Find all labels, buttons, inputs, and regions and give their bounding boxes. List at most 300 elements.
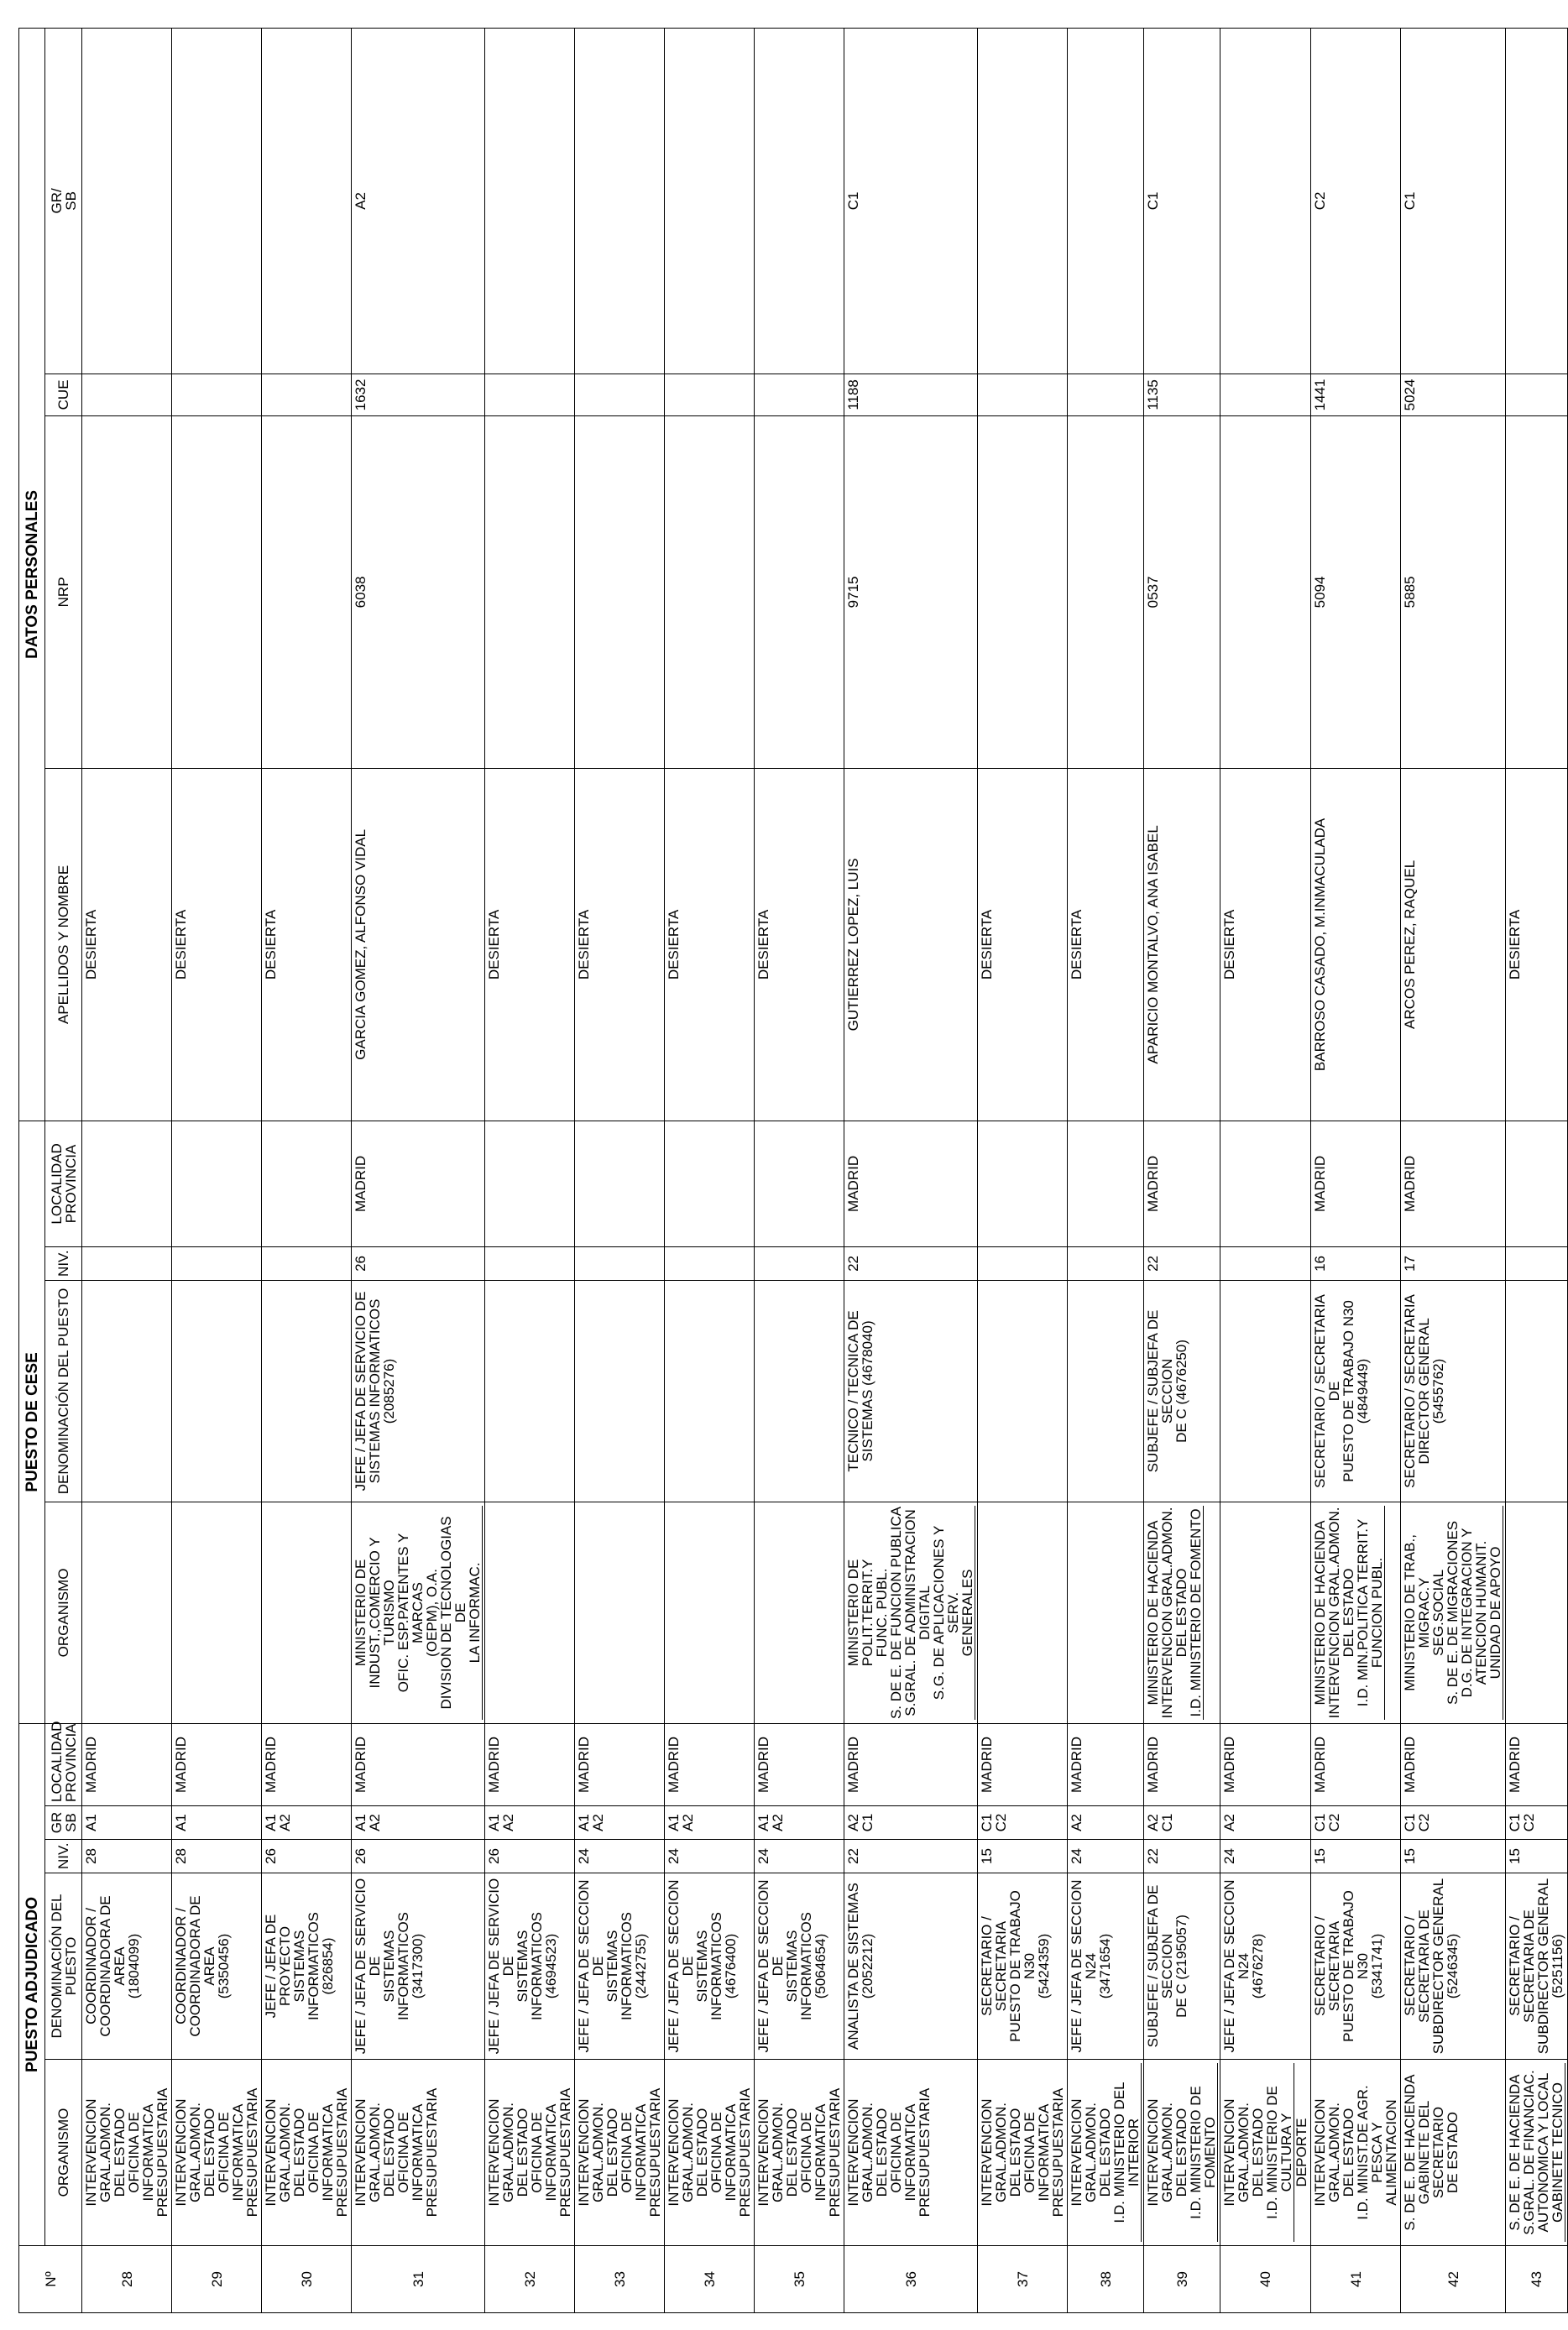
grupo-cell-line: A2 (680, 1814, 696, 1831)
organismo-cell-line: INTERVENCION GRAL.ADMON. (1312, 2098, 1342, 2207)
nivel-cell-line: 24 (576, 1848, 592, 1864)
table-row (262, 28, 352, 2312)
grsb-cell-line: C1 (845, 191, 861, 211)
cese-nivel-cell (82, 1246, 172, 1280)
cue-cell (844, 374, 978, 415)
denominacion-cell-line: (4676400) (723, 1933, 739, 1999)
organismo-cell (1144, 2060, 1220, 2246)
denominacion-cell (1220, 1873, 1311, 2060)
grsb-cell (1401, 28, 1506, 374)
nivel-cell-line: 24 (755, 1848, 771, 1864)
organismo-cell-line: INTERVENCION GRAL.ADMON. (1145, 2098, 1175, 2207)
organismo-cell-line: INTERVENCION GRAL.ADMON. (353, 2098, 383, 2207)
cese-nivel-cell (262, 1246, 352, 1280)
denominacion-cell-line: PUESTO DE TRABAJO N30 (1007, 1890, 1037, 2042)
organismo-cell-line: DEL ESTADO (1341, 2108, 1356, 2197)
localidad-cell (1144, 1723, 1220, 1805)
grupo-cell-line: A2 (1145, 1814, 1161, 1831)
organismo-cell-line: PRESUPUESTARIA (244, 2087, 260, 2218)
nrp-cell (844, 415, 978, 768)
cese-organismo-cell (1220, 1502, 1311, 1723)
nivel-cell-line: 24 (1221, 1848, 1237, 1864)
cese-organismo-cell-line: GENERALES (960, 1506, 975, 1720)
cese-localidad-cell (485, 1121, 575, 1246)
organismo-cell-line: INTERVENCION GRAL.ADMON. (755, 2098, 786, 2207)
grsb-cell (1506, 28, 1568, 374)
cese-nivel-cell (755, 1246, 844, 1280)
grupo-cell-line: C1 (1312, 1813, 1328, 1832)
cese-organismo-cell-line: MINISTERIO DE TRAB., MIGRAC.Y (1402, 1534, 1432, 1691)
header-cese-denominacion: DENOMINACIÓN DEL PUESTO (45, 1280, 82, 1502)
denominacion-cell-line: COORDINADORA DE AREA (187, 1895, 217, 2037)
localidad-cell (575, 1723, 665, 1805)
localidad-cell (485, 1723, 575, 1805)
cese-organismo-cell-line: I.D. MIN.POLITICA TERRIT.Y (1355, 1518, 1371, 1707)
nivel-cell-line: 26 (353, 1848, 368, 1864)
apellidos-nombre-cell-line: DESIERTA (576, 909, 592, 980)
row-number (1068, 2246, 1144, 2313)
grupo-cell-line: A2 (1221, 1814, 1237, 1831)
nrp-cell (1068, 415, 1144, 768)
apellidos-nombre-cell-line: DESIERTA (263, 909, 279, 980)
cese-denominacion-cell-line: DE C (4676250) (1173, 1340, 1189, 1443)
denominacion-cell (665, 1873, 755, 2060)
cese-nivel-cell (1311, 1246, 1401, 1280)
denominacion-cell-line: (3417300) (410, 1933, 426, 1999)
denominacion-cell-line: COORDINADOR / (173, 1908, 189, 2024)
nrp-cell (575, 415, 665, 768)
cese-organismo-cell-line: MINISTERIO DE (353, 1559, 368, 1667)
grupo-cell-line: A2 (770, 1814, 786, 1831)
organismo-cell-line: PRESUPUESTARIA (557, 2087, 573, 2218)
nrp-cell (1506, 415, 1568, 768)
localidad-cell (844, 1723, 978, 1805)
cese-localidad-cell-line: MADRID (353, 1155, 368, 1212)
nivel-cell (1068, 1840, 1144, 1873)
apellidos-nombre-cell-line: GARCIA GOMEZ, ALFONSO VIDAL (353, 828, 368, 1060)
cese-organismo-cell-line: ATENCION HUMANIT. (1473, 1540, 1489, 1685)
cese-localidad-cell-line: MADRID (1402, 1155, 1418, 1212)
cue-cell (665, 374, 755, 415)
header-cese-organismo: ORGANISMO (45, 1502, 82, 1723)
row-number (665, 2246, 755, 2313)
cese-nivel-cell (575, 1246, 665, 1280)
cese-localidad-cell (1220, 1121, 1311, 1246)
cese-organismo-cell (172, 1502, 262, 1723)
grupo-cell (978, 1806, 1068, 1840)
apellidos-nombre-cell (1506, 768, 1568, 1121)
denominacion-cell-line: SISTEMAS INFORMATICOS (381, 1911, 411, 2021)
denominacion-cell-line: JEFE / JEFA DE SERVICIO DE (486, 1878, 516, 2055)
row-number-line: 42 (1445, 2271, 1461, 2287)
cue-cell (575, 374, 665, 415)
nivel-cell (755, 1840, 844, 1873)
apellidos-nombre-cell-line: DESIERTA (83, 909, 99, 980)
cese-denominacion-cell (485, 1280, 575, 1502)
row-number-line: 43 (1529, 2271, 1544, 2287)
localidad-cell-line: MADRID (979, 1736, 995, 1793)
nrp-cell (1144, 415, 1220, 768)
nivel-cell-line: 28 (173, 1848, 189, 1864)
denominacion-cell (575, 1873, 665, 2060)
cue-cell (978, 374, 1068, 415)
apellidos-nombre-cell (262, 768, 352, 1121)
cese-organismo-cell (1311, 1502, 1401, 1723)
denominacion-cell (978, 1873, 1068, 2060)
denominacion-cell-line: SISTEMAS INFORMATICOS (604, 1911, 635, 2021)
cese-organismo-cell-line: MINISTERIO DE HACIENDA (1312, 1520, 1328, 1706)
row-number-line: 41 (1347, 2271, 1364, 2287)
grsb-cell (1311, 28, 1401, 374)
cese-organismo-cell (1144, 1502, 1220, 1723)
apellidos-nombre-cell-line: DESIERTA (486, 909, 502, 980)
cese-localidad-cell (665, 1121, 755, 1246)
grsb-cell (172, 28, 262, 374)
apellidos-nombre-cell-line: DESIERTA (1507, 909, 1523, 980)
row-number (485, 2246, 575, 2313)
organismo-cell-line: DEL ESTADO (112, 2108, 128, 2197)
grupo-cell (1506, 1806, 1568, 1840)
cese-denominacion-cell (978, 1280, 1068, 1502)
cese-nivel-cell (1068, 1246, 1144, 1280)
apellidos-nombre-cell-line: DESIERTA (1069, 909, 1085, 980)
header-provincia-label: PROVINCIA (62, 1723, 79, 1802)
cue-cell (1220, 374, 1311, 415)
localidad-cell (978, 1723, 1068, 1805)
organismo-cell (485, 2060, 575, 2246)
cese-denominacion-cell (1311, 1280, 1401, 1502)
cese-organismo-cell (262, 1502, 352, 1723)
cese-organismo-cell-line: LA INFORMAC. (468, 1506, 483, 1720)
cese-organismo-cell (575, 1502, 665, 1723)
table-row (575, 28, 665, 2312)
localidad-cell-line: MADRID (1402, 1736, 1418, 1793)
grupo-cell-line: C1 (860, 1813, 875, 1832)
cese-denominacion-cell-line: PUESTO DE TRABAJO N30 (1341, 1300, 1356, 1482)
denominacion-cell-line: SISTEMAS INFORMATICOS (515, 1911, 545, 2021)
table-body (82, 28, 1568, 2312)
cese-organismo-cell (755, 1502, 844, 1723)
header-organismo: ORGANISMO (45, 2060, 82, 2246)
cue-cell (1311, 374, 1401, 415)
organismo-cell-line: PRESUPUESTARIA (737, 2087, 753, 2218)
grsb-cell (844, 28, 978, 374)
nivel-cell-line: 22 (845, 1848, 861, 1864)
organismo-cell-line: OFICINA DE INFORMATICA (529, 2103, 559, 2202)
denominacion-cell-line: SECRETARIO / SECRETARIA (979, 1916, 1009, 2016)
cese-nivel-cell (665, 1246, 755, 1280)
apellidos-nombre-cell-line: GUTIERREZ LOPEZ, LUIS (845, 858, 861, 1032)
cese-localidad-cell (1311, 1121, 1401, 1246)
denominacion-cell-line: SISTEMAS INFORMATICOS (784, 1911, 814, 2021)
localidad-cell-line: MADRID (353, 1736, 368, 1793)
localidad-cell (1401, 1723, 1506, 1805)
cue-cell (485, 374, 575, 415)
cese-organismo-cell-line: DIVISION DE TECNOLOGIAS DE (438, 1516, 468, 1710)
nrp-cell-line: 5094 (1312, 576, 1328, 609)
localidad-cell (82, 1723, 172, 1805)
cese-organismo-cell (82, 1502, 172, 1723)
cese-organismo-cell-line: S.G. DE APLICACIONES Y SERV. (931, 1525, 961, 1700)
cese-nivel-cell (1401, 1246, 1506, 1280)
row-number (1506, 2246, 1568, 2313)
row-number (1311, 2246, 1401, 2313)
cese-denominacion-cell (844, 1280, 978, 1502)
cue-cell-line: 1441 (1312, 379, 1328, 411)
cese-organismo-cell (665, 1502, 755, 1723)
cese-organismo-cell-line: UNIDAD DE APOYO (1488, 1506, 1503, 1720)
cese-denominacion-cell-line: SISTEMAS (4678040) (860, 1320, 875, 1462)
organismo-cell-line: INTERVENCION GRAL.ADMON. (666, 2098, 696, 2207)
grupo-cell (485, 1806, 575, 1840)
localidad-cell (1506, 1723, 1568, 1805)
nivel-cell (352, 1840, 485, 1873)
denominacion-cell-line: SECRETARIO / SECRETARIA DE (1507, 1909, 1537, 2023)
table-row (172, 28, 262, 2312)
cese-denominacion-cell (1068, 1280, 1144, 1502)
nivel-cell-line: 15 (1312, 1848, 1328, 1864)
table-row (844, 28, 978, 2312)
nrp-cell (755, 415, 844, 768)
organismo-cell-line: DE ESTADO (1445, 2112, 1461, 2193)
organismo-cell-line: DEL ESTADO (694, 2108, 710, 2197)
denominacion-cell-line: JEFE / JEFA DE SECCION N24 (1069, 1879, 1099, 2053)
row-number (755, 2246, 844, 2313)
cese-localidad-cell (1068, 1121, 1144, 1246)
denominacion-cell (172, 1873, 262, 2060)
table-row (1220, 28, 1311, 2312)
grupo-cell-line: A1 (353, 1814, 368, 1831)
nrp-cell (1311, 415, 1401, 768)
nivel-cell (665, 1840, 755, 1873)
grsb-cell-line: C1 (1402, 191, 1418, 211)
header-localidad (45, 1723, 82, 1805)
denominacion-cell-line: (826854) (320, 1937, 336, 1995)
organismo-cell-line: PRESUPUESTARIA (827, 2087, 843, 2218)
grsb-cell (1220, 28, 1311, 374)
organismo-cell (1506, 2060, 1568, 2246)
localidad-cell (352, 1723, 485, 1805)
denominacion-cell-line: (5350456) (216, 1933, 232, 1999)
nivel-cell (1311, 1840, 1401, 1873)
row-number-line: 39 (1173, 2271, 1190, 2287)
organismo-cell (755, 2060, 844, 2246)
organismo-cell (1220, 2060, 1311, 2246)
cese-localidad-cell (1401, 1121, 1506, 1246)
localidad-cell-line: MADRID (845, 1736, 861, 1793)
denominacion-cell-line: JEFE / JEFA DE PROYECTO (263, 1914, 293, 2019)
organismo-cell-line: I.D. MINISTERIO DE CULTURA Y (1265, 2063, 1294, 2242)
organismo-cell-line: DEL ESTADO (1097, 2108, 1113, 2197)
cese-localidad-cell-line: MADRID (1145, 1155, 1161, 1212)
header-localidad-label: LOCALIDAD (48, 1721, 65, 1802)
grupo-cell-line: C2 (1326, 1813, 1342, 1832)
nrp-cell (978, 415, 1068, 768)
row-number-line: 28 (118, 2271, 135, 2287)
table-row (1311, 28, 1401, 2312)
localidad-cell (1220, 1723, 1311, 1805)
organismo-cell (575, 2060, 665, 2246)
row-number (978, 2246, 1068, 2313)
denominacion-cell (755, 1873, 844, 2060)
cese-organismo-cell-line: OFIC. ESP.PATENTES Y MARCAS (395, 1533, 426, 1693)
cese-denominacion-cell (172, 1280, 262, 1502)
row-number (262, 2246, 352, 2313)
table-row (755, 28, 844, 2312)
denominacion-cell-line: SUBDIRECTOR GENERAL (1535, 1878, 1551, 2055)
cese-nivel-cell (485, 1246, 575, 1280)
organismo-cell-line: DEL ESTADO (515, 2108, 531, 2197)
nivel-cell (82, 1840, 172, 1873)
cese-localidad-cell (978, 1121, 1068, 1246)
apellidos-nombre-cell (172, 768, 262, 1121)
cese-organismo-cell-line: MINISTERIO DE HACIENDA (1145, 1520, 1161, 1706)
cese-organismo-cell (485, 1502, 575, 1723)
denominacion-cell (1311, 1873, 1401, 2060)
denominacion-cell-line: JEFE / JEFA DE SECCION DE (755, 1879, 786, 2053)
cese-organismo-cell-line: D.G. DE INTEGRACION Y (1459, 1528, 1475, 1698)
nivel-cell (262, 1840, 352, 1873)
organismo-cell-line: GABINETE DEL SECRETARIO (1416, 2100, 1446, 2205)
cese-denominacion-cell-line: SUBJEFE / SUBJEFA DE SECCION (1145, 1309, 1175, 1473)
grupo-cell-line: C1 (1507, 1813, 1523, 1832)
apellidos-nombre-cell-line: DESIERTA (1221, 909, 1237, 980)
apellidos-nombre-cell-line: ARCOS PEREZ, RAQUEL (1402, 859, 1418, 1029)
row-number-line: 36 (902, 2271, 919, 2287)
header-puesto-adjudicado: PUESTO ADJUDICADO (19, 1723, 45, 2245)
localidad-cell-line: MADRID (1507, 1736, 1523, 1793)
denominacion-cell-line: SUBJEFE / SUBJEFA DE SECCION (1145, 1884, 1175, 2048)
denominacion-cell-line: PUESTO DE TRABAJO N30 (1341, 1890, 1371, 2042)
apellidos-nombre-cell-line: DESIERTA (666, 909, 682, 980)
cese-nivel-cell-line: 22 (845, 1255, 861, 1272)
denominacion-cell-line: SECRETARIO / SECRETARIA DE (1402, 1909, 1432, 2023)
cese-nivel-cell-line: 26 (353, 1255, 368, 1272)
localidad-cell (262, 1723, 352, 1805)
grupo-cell-line: A2 (845, 1814, 861, 1831)
localidad-cell-line: MADRID (83, 1736, 99, 1793)
cese-denominacion-cell-line: TECNICO / TECNICA DE (845, 1310, 861, 1472)
cese-localidad-cell (82, 1121, 172, 1246)
cese-denominacion-cell (262, 1280, 352, 1502)
cue-cell (172, 374, 262, 415)
cese-nivel-cell (844, 1246, 978, 1280)
organismo-cell-line: DEL ESTADO (604, 2108, 620, 2197)
denominacion-cell-line: (5341741) (1369, 1933, 1385, 1999)
grupo-cell (1311, 1806, 1401, 1840)
organismo-cell-line: OFICINA DE INFORMATICA (1022, 2103, 1052, 2202)
row-number (1401, 2246, 1506, 2313)
grupo-cell (1401, 1806, 1506, 1840)
localidad-cell (172, 1723, 262, 1805)
cese-denominacion-cell-line: SISTEMAS INFORMATICOS (367, 1298, 383, 1484)
organismo-cell (262, 2060, 352, 2246)
denominacion-cell-line: ANALISTA DE SISTEMAS (845, 1882, 861, 2051)
organismo-cell-line: INTERVENCION GRAL.ADMON. (263, 2098, 293, 2207)
denominacion-cell (1506, 1873, 1568, 2060)
row-number-line: 32 (521, 2271, 538, 2287)
organismo-cell-line: I.D. MINIST.DE AGR. PESCA Y (1355, 2085, 1385, 2220)
organismo-cell-line: OFICINA DE INFORMATICA (798, 2103, 828, 2202)
grupo-cell-line: A2 (277, 1814, 293, 1831)
grupo-cell (1220, 1806, 1311, 1840)
organismo-cell-line: OFICINA DE INFORMATICA (619, 2103, 649, 2202)
cese-localidad-cell-line: MADRID (845, 1155, 861, 1212)
grupo-cell (172, 1806, 262, 1840)
row-number-line: 30 (298, 2271, 315, 2287)
denominacion-cell-line: (2052212) (860, 1933, 875, 1999)
table-row (665, 28, 755, 2312)
cue-cell (352, 374, 485, 415)
organismo-cell-line: I.D. MINISTERIO DEL INTERIOR (1112, 2063, 1142, 2242)
nivel-cell (844, 1840, 978, 1873)
organismo-cell (1311, 2060, 1401, 2246)
grupo-cell-line: A1 (666, 1814, 682, 1831)
denominacion-cell-line: COORDINADORA DE AREA (97, 1895, 128, 2037)
cue-cell-line: 5024 (1402, 379, 1418, 411)
cese-denominacion-cell (1401, 1280, 1506, 1502)
organismo-cell (978, 2060, 1068, 2246)
organismo-cell-line: INTERVENCION GRAL.ADMON. (173, 2098, 203, 2207)
header-cese-niv: NIV. (45, 1246, 82, 1280)
cese-denominacion-cell (755, 1280, 844, 1502)
table-row (978, 28, 1068, 2312)
nivel-cell-line: 24 (1069, 1848, 1085, 1864)
organismo-cell (1068, 2060, 1144, 2246)
header-denominacion: DENOMINACIÓN DEL PUESTO (45, 1873, 82, 2060)
cese-denominacion-cell (1506, 1280, 1568, 1502)
cese-organismo-cell (1506, 1502, 1568, 1723)
cese-localidad-cell (352, 1121, 485, 1246)
cese-nivel-cell-line: 16 (1312, 1255, 1328, 1272)
nivel-cell-line: 15 (1507, 1848, 1523, 1864)
apellidos-nombre-cell-line: APARICIO MONTALVO, ANA ISABEL (1145, 825, 1161, 1064)
grupo-cell-line: C1 (1159, 1813, 1175, 1832)
organismo-cell-line: INTERVENCION GRAL.ADMON. (979, 2098, 1009, 2207)
grupo-cell (1144, 1806, 1220, 1840)
header-apellidos: APELLIDOS Y NOMBRE (45, 768, 82, 1121)
cese-denominacion-cell-line: SECRETARIO / SECRETARIA DE (1312, 1294, 1342, 1488)
localidad-cell-line: MADRID (1221, 1736, 1237, 1793)
denominacion-cell-line: SISTEMAS INFORMATICOS (694, 1911, 724, 2021)
cese-nivel-cell-line: 17 (1402, 1255, 1418, 1272)
cese-organismo-cell-line: INTERVENCION GRAL.ADMON. (1159, 1507, 1175, 1719)
apellidos-nombre-cell (1068, 768, 1144, 1121)
denominacion-cell-line: (5251156) (1550, 1934, 1565, 1998)
denominacion-cell-line: JEFE / JEFA DE SECCION DE (576, 1879, 606, 2053)
apellidos-nombre-cell-line: DESIERTA (755, 909, 771, 980)
organismo-cell-line: DEL ESTADO (874, 2108, 890, 2197)
localidad-cell-line: MADRID (1312, 1736, 1328, 1793)
cese-localidad-cell (262, 1121, 352, 1246)
row-number (1220, 2246, 1311, 2313)
localidad-cell (1068, 1723, 1144, 1805)
cue-cell-line: 1188 (845, 379, 861, 410)
apellidos-nombre-cell (1220, 768, 1311, 1121)
organismo-cell-line: DEL ESTADO (784, 2108, 800, 2197)
nrp-cell-line: 0537 (1145, 576, 1161, 609)
nivel-cell-line: 26 (263, 1848, 279, 1864)
cese-organismo-cell-line: I.D. MINISTERIO DE FOMENTO (1189, 1506, 1204, 1720)
row-number (352, 2246, 485, 2313)
organismo-cell-line: OFICINA DE INFORMATICA (126, 2103, 156, 2202)
organismo-cell-line: INTERVENCION GRAL.ADMON. (845, 2098, 875, 2207)
grupo-cell (755, 1806, 844, 1840)
organismo-cell-line: INTERVENCION GRAL.ADMON. (1069, 2098, 1099, 2207)
grupo-cell-line: A2 (590, 1814, 606, 1831)
nivel-cell (485, 1840, 575, 1873)
cese-organismo-cell (1401, 1502, 1506, 1723)
